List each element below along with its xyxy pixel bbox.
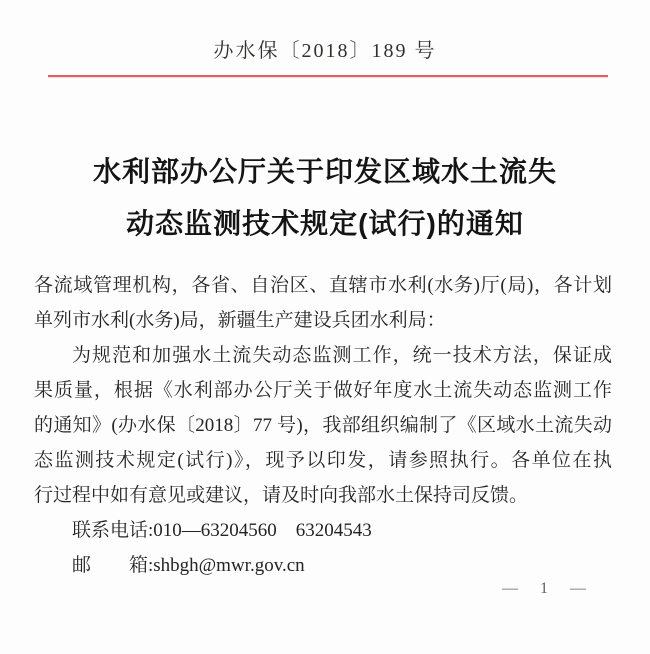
- body-line: 各流域管理机构，各省、自治区、直辖市水利(水务)厅(局)，各计划: [34, 275, 612, 296]
- title-line-2: 动态监测技术规定(试行)的通知: [126, 208, 524, 239]
- document-title: [0, 146, 650, 250]
- body-line: 态监测技术规定(试行)》，现予以印发，请参照执行。各单位在执: [34, 450, 612, 471]
- title-line-1: 水利部办公厅关于印发区域水土流失: [92, 156, 557, 187]
- body-line: 联系电话:010—63204560 63204543: [72, 520, 372, 541]
- body-line: 的通知》(办水保〔2018〕77 号)，我部组织编制了《区域水土流失动: [34, 415, 612, 436]
- body-line: 为规范和加强水土流失动态监测工作，统一技术方法，保证成: [72, 345, 612, 366]
- body-line: 邮 箱:shbgh@mwr.gov.cn: [72, 555, 305, 576]
- doc-number: 办水保〔2018〕189 号: [213, 40, 437, 62]
- body-line: 果质量，根据《水利部办公厅关于做好年度水土流失动态监测工作: [34, 380, 612, 401]
- body-line: 单列市水利(水务)局，新疆生产建设兵团水利局：: [34, 310, 446, 331]
- body-line: 行过程中如有意见或建议，请及时向我部水土保持司反馈。: [34, 485, 529, 506]
- page-number: — 1 —: [502, 580, 590, 597]
- document-body: [34, 268, 612, 583]
- red-divider-line: [48, 75, 608, 77]
